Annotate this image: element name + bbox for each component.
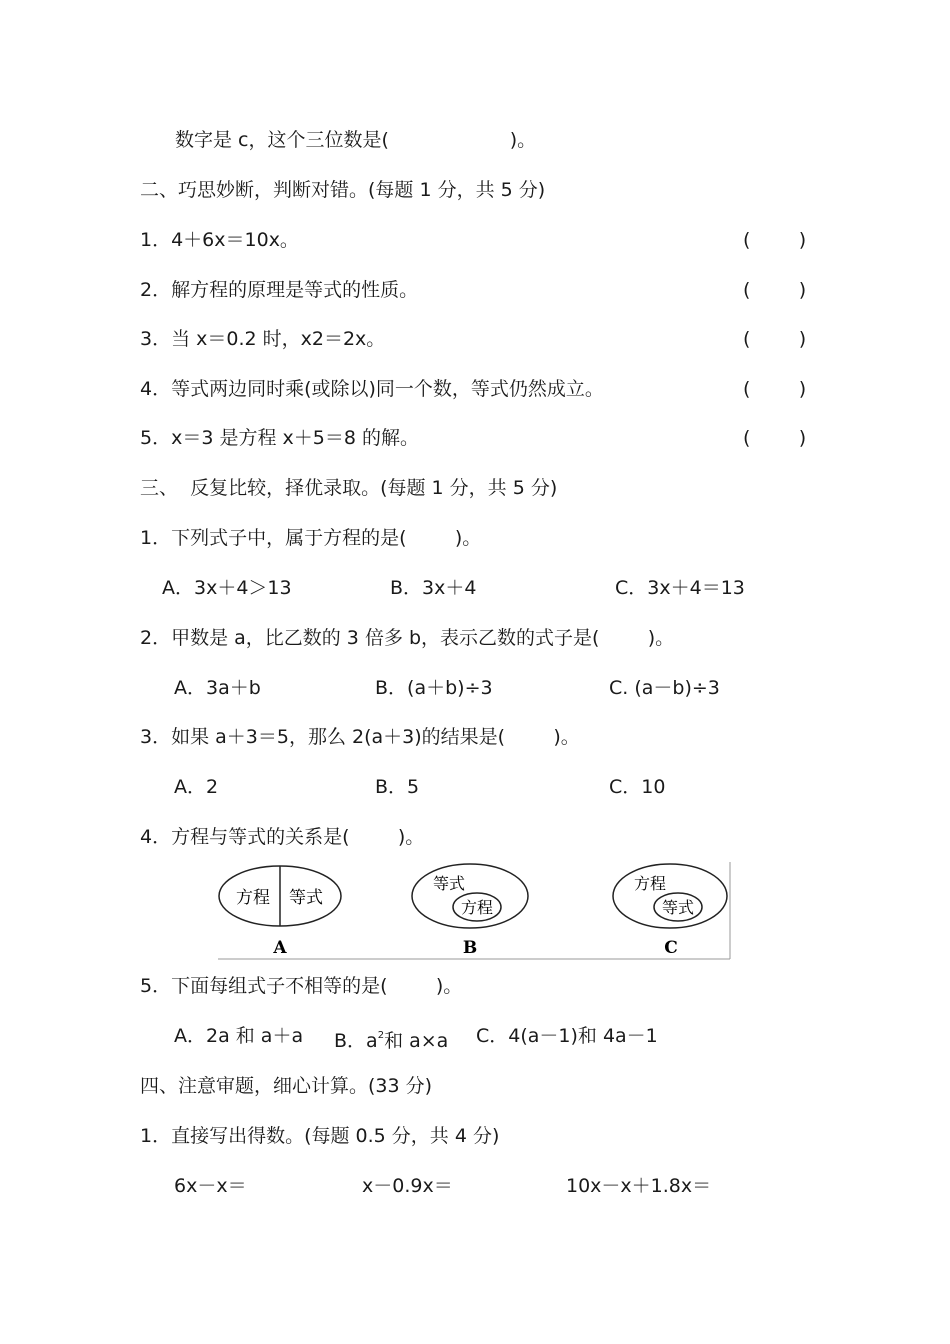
choice-q4-stem: 4．方程与等式的关系是( )。 (140, 826, 425, 848)
choice-q3-option-c[interactable]: C．10 (609, 776, 666, 798)
answer-bracket-5[interactable]: ( ) (743, 427, 807, 449)
judge-item-4 (140, 377, 604, 401)
choice-q1-stem: 1．下列式子中，属于方程的是( )。 (140, 527, 482, 549)
ellipse-b-outer (412, 864, 528, 928)
section-4-heading: 四、注意审题，细心计算。(33 分) (140, 1075, 433, 1097)
choice-q2-stem: 2．甲数是 a，比乙数的 3 倍多 b，表示乙数的式子是( )。 (140, 627, 675, 649)
a-left-label: 方程 (236, 888, 270, 908)
b-inner-label: 方程 (460, 898, 494, 917)
choice-q1-option-b[interactable]: B．3x＋4 (390, 577, 477, 599)
diagram-option-c[interactable] (613, 864, 727, 958)
choice-q5-option-b[interactable] (334, 1024, 448, 1053)
choice-q5-stem: 5．下面每组式子不相等的是( )。 (140, 975, 463, 997)
option-b-suffix: 和 a×a (384, 1030, 449, 1052)
item-text: x＝3 是方程 x＋5＝8 的解。 (171, 427, 419, 449)
answer-bracket-1[interactable]: ( ) (743, 229, 807, 251)
option-b-label: B (462, 938, 478, 958)
choice-q2-option-b[interactable]: B．(a＋b)÷3 (375, 677, 493, 699)
calc-expression-1[interactable]: 6x－x＝ (174, 1175, 247, 1197)
choice-q3-option-a[interactable]: A．2 (174, 776, 219, 798)
a-right-label: 等式 (289, 888, 323, 908)
item-number: 2． (140, 279, 172, 301)
item-text: 解方程的原理是等式的性质。 (171, 279, 419, 301)
item-number: 3． (140, 328, 172, 350)
item-number: 4． (140, 378, 172, 400)
answer-bracket-2[interactable]: ( ) (743, 279, 807, 301)
item-text: 等式两边同时乘(或除以)同一个数，等式仍然成立。 (171, 378, 604, 400)
choice-q2-option-c[interactable]: C. (a－b)÷3 (609, 677, 720, 699)
relation-diagram (218, 862, 732, 960)
judge-item-5 (140, 426, 419, 450)
item-text: 当 x＝0.2 时，x2＝2x。 (171, 328, 386, 350)
section-2-heading: 二、巧思妙断，判断对错。(每题 1 分，共 5 分) (140, 179, 546, 201)
answer-bracket-4[interactable]: ( ) (743, 378, 807, 400)
diagram-option-b[interactable] (412, 864, 528, 958)
c-inner-label: 等式 (661, 898, 695, 917)
item-text: 4＋6x＝10x。 (171, 229, 299, 251)
judge-item-3 (140, 327, 385, 351)
choice-q5-option-c[interactable]: C．4(a－1)和 4a－1 (476, 1025, 658, 1047)
ellipse-c-outer (613, 864, 727, 928)
b-outer-label: 等式 (432, 874, 466, 893)
calc-expression-3[interactable]: 10x－x＋1.8x＝ (566, 1175, 712, 1197)
continuation-line: 数字是 c，这个三位数是( )。 (175, 129, 537, 151)
judge-item-1 (140, 228, 299, 252)
option-a-label: A (273, 938, 287, 958)
c-outer-label: 方程 (633, 874, 667, 893)
item-number: 5． (140, 427, 172, 449)
calc-expression-2[interactable]: x－0.9x＝ (362, 1175, 453, 1197)
choice-q3-option-b[interactable]: B．5 (375, 776, 420, 798)
section-3-heading: 三、 反复比较，择优录取。(每题 1 分，共 5 分) (140, 477, 558, 499)
exponent: 2 (377, 1030, 385, 1041)
judge-item-2 (140, 278, 418, 302)
choice-q2-option-a[interactable]: A．3a＋b (174, 677, 261, 699)
choice-q1-option-c[interactable]: C．3x＋4＝13 (615, 577, 745, 599)
diagram-option-a[interactable] (219, 866, 341, 958)
choice-q5-option-a[interactable]: A．2a 和 a＋a (174, 1025, 304, 1047)
choice-q1-option-a[interactable]: A．3x＋4＞13 (162, 577, 292, 599)
option-b-prefix: B．a (334, 1030, 378, 1052)
answer-bracket-3[interactable]: ( ) (743, 328, 807, 350)
item-number: 1． (140, 229, 172, 251)
choice-q3-stem: 3．如果 a＋3＝5，那么 2(a＋3)的结果是( )。 (140, 726, 580, 748)
option-c-label: C (664, 938, 678, 958)
calc-q1-stem: 1．直接写出得数。(每题 0.5 分，共 4 分) (140, 1125, 500, 1147)
